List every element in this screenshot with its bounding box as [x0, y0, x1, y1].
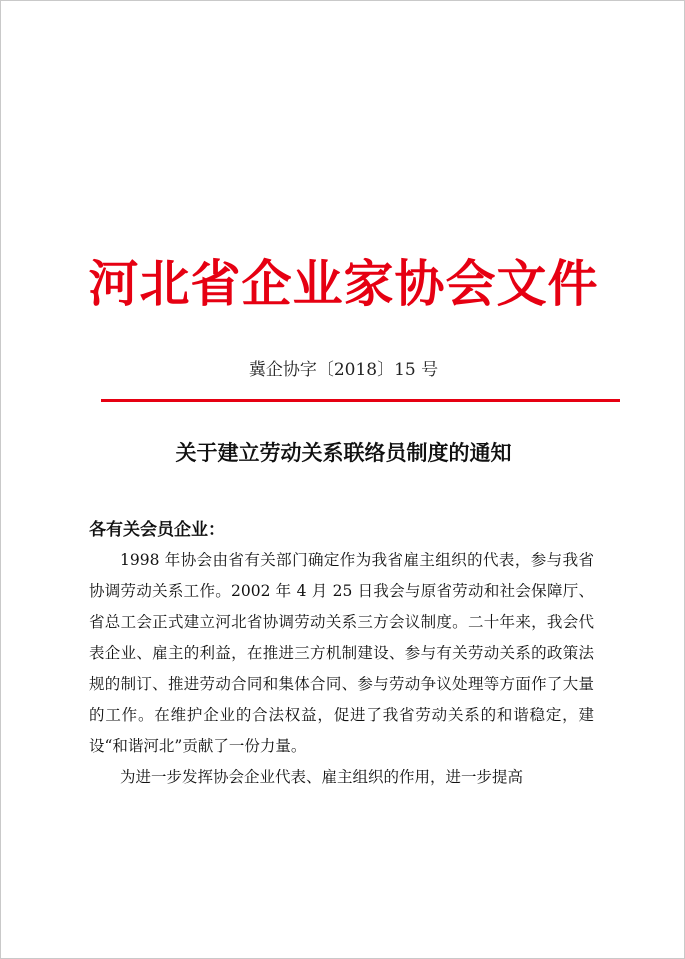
salutation: 各有关会员企业：: [89, 520, 225, 540]
document-body: [89, 545, 594, 793]
body-paragraph-2: 为进一步发挥协会企业代表、雇主组织的作用，进一步提高: [120, 768, 524, 786]
body-paragraph-1: 1998 年协会由省有关部门确定作为我省雇主组织的代表，参与我省协调劳动关系工作。2002 年 4 月 25 日我会与原省劳动和社会保障厅、省总工会正式建立河北省协调劳动关系三方会议制度。二十年来，我会代表企业、雇主的利益，在推进三方机制建设、参与有关劳动关系的政策法规的制订、推进劳动合同和集体合同、参与劳动争议处理等方面作了大量的工作。在维护企业的合法权益，促进了我省劳动关系的和谐稳定，建设“和谐河北”贡献了一份力量。: [89, 551, 594, 755]
document-title: 关于建立劳动关系联络员制度的通知: [175, 441, 512, 465]
issuing-org-header: 河北省企业家协会文件: [88, 255, 599, 313]
document-number: 冀企协字〔2018〕15 号: [248, 360, 439, 380]
red-divider-line: [101, 399, 620, 402]
